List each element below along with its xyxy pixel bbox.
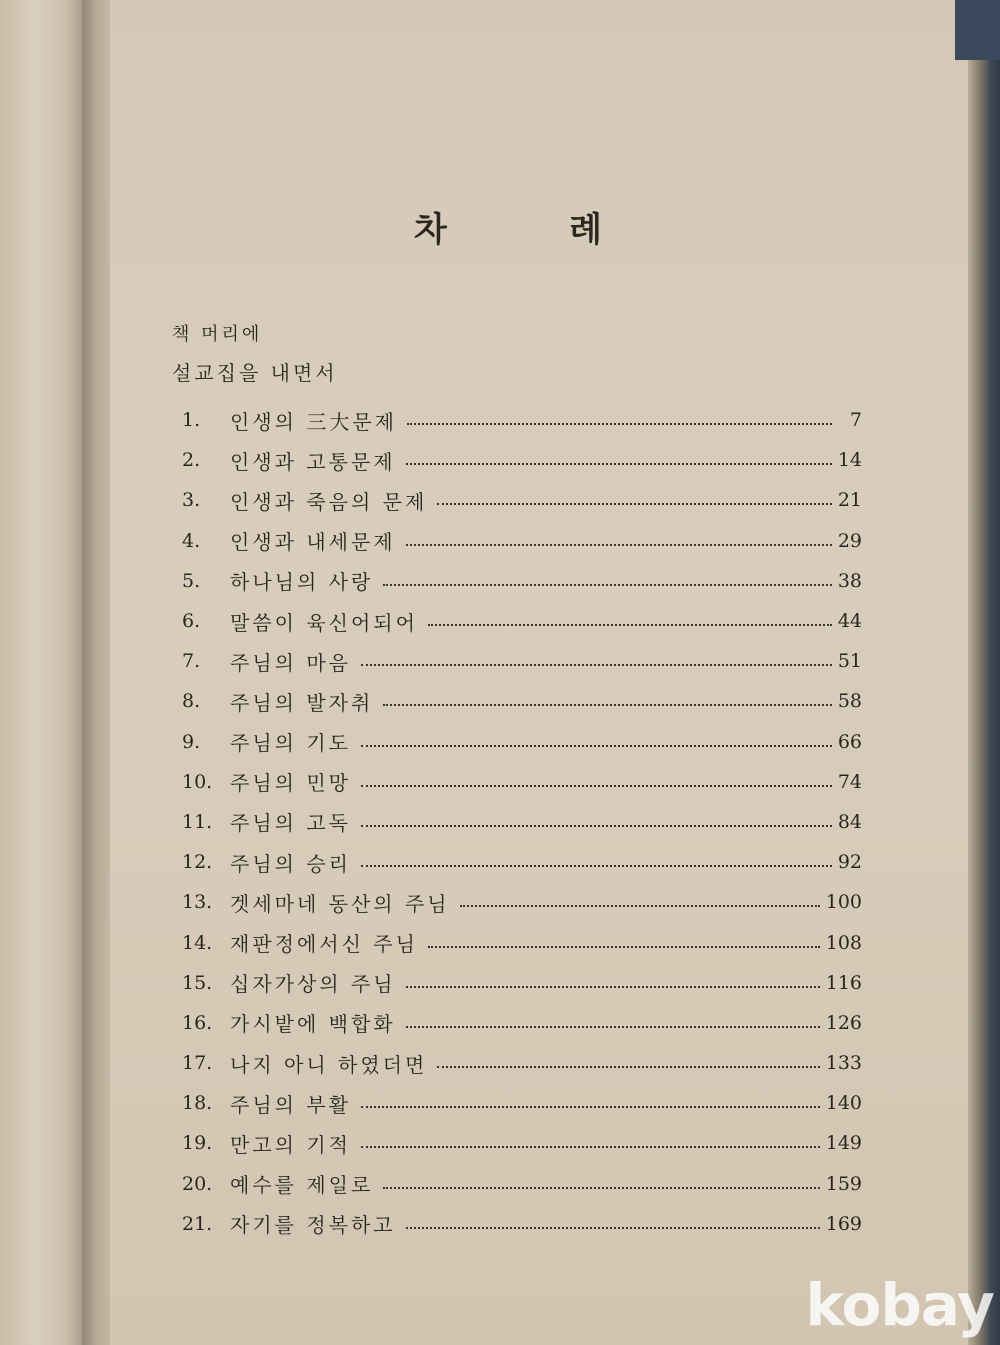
- toc-number: 12.: [182, 851, 213, 874]
- preface-item: 책 머리에: [172, 324, 263, 345]
- toc-number: 11.: [182, 810, 213, 833]
- toc-title: 주님의 마음: [230, 650, 351, 675]
- toc-row: [182, 963, 862, 1003]
- toc-row: [182, 1043, 862, 1083]
- toc-page: 92: [837, 851, 862, 874]
- toc-title: 주님의 승리: [230, 851, 351, 876]
- toc-number: 16.: [182, 1011, 213, 1034]
- toc-leader: [361, 785, 832, 787]
- toc-title: 인생과 고통문제: [230, 449, 396, 474]
- toc-page: 159: [825, 1172, 862, 1195]
- toc-page: 84: [837, 810, 862, 833]
- toc-leader: [383, 1187, 819, 1189]
- toc-title: 나지 아니 하였더면: [230, 1052, 428, 1077]
- toc-title: 겟세마네 동산의 주님: [230, 891, 450, 916]
- toc-title: 주님의 부활: [230, 1092, 351, 1117]
- toc-number: 19.: [182, 1132, 213, 1155]
- page-title-char-1: 차: [414, 210, 449, 250]
- toc-leader: [407, 423, 832, 425]
- toc-leader: [361, 1146, 820, 1148]
- toc-leader: [428, 946, 820, 948]
- toc-leader: [460, 905, 820, 907]
- toc-row: [182, 641, 862, 681]
- toc-title: 인생의 三大문제: [230, 409, 397, 434]
- toc-page: 116: [825, 971, 862, 994]
- toc-leader: [383, 704, 832, 706]
- toc-number: 21.: [182, 1212, 213, 1235]
- toc-row: [182, 1204, 862, 1244]
- toc-leader: [361, 664, 832, 666]
- page-title: [414, 202, 604, 251]
- toc-row: [182, 1123, 862, 1163]
- toc-leader: [406, 463, 832, 465]
- toc-number: 15.: [182, 971, 213, 994]
- toc-number: 20.: [182, 1172, 213, 1195]
- toc-page: 126: [825, 1011, 862, 1034]
- toc-row: [182, 882, 862, 922]
- toc-number: 3.: [182, 489, 201, 512]
- toc-leader: [361, 865, 832, 867]
- toc-leader: [406, 986, 820, 988]
- toc-page: 133: [825, 1052, 862, 1075]
- toc-page: 38: [837, 569, 862, 592]
- toc-number: 7.: [182, 650, 201, 673]
- toc-page: 44: [837, 610, 862, 633]
- toc-leader: [361, 825, 832, 827]
- toc-row: [182, 440, 862, 480]
- toc-leader: [361, 1106, 820, 1108]
- toc-number: 4.: [182, 529, 201, 552]
- toc-page: 58: [837, 690, 862, 713]
- toc-title: 하나님의 사랑: [230, 570, 374, 595]
- toc-number: 17.: [182, 1052, 213, 1075]
- toc-page: 14: [837, 449, 862, 472]
- toc-row: [182, 400, 862, 440]
- toc-title: 재판정에서신 주님: [230, 932, 418, 957]
- toc-number: 10.: [182, 770, 213, 793]
- toc-title: 주님의 발자취: [230, 690, 374, 715]
- toc-leader: [437, 503, 832, 505]
- toc-leader: [383, 584, 832, 586]
- toc-title: 자기를 정복하고: [230, 1213, 396, 1238]
- table-of-contents: [182, 400, 862, 1244]
- toc-title: 말씀이 육신어되어: [230, 610, 418, 635]
- toc-page: 140: [825, 1092, 862, 1115]
- toc-leader: [406, 1227, 820, 1229]
- toc-row: [182, 802, 862, 842]
- cover-corner: [955, 0, 1000, 60]
- toc-row: [182, 601, 862, 641]
- toc-title: 주님의 고독: [230, 811, 351, 836]
- toc-row: [182, 922, 862, 962]
- toc-title: 인생과 내세문제: [230, 530, 396, 555]
- toc-title: 인생과 죽음의 문제: [230, 489, 428, 514]
- toc-page: 21: [837, 489, 862, 512]
- toc-page: 169: [825, 1212, 862, 1235]
- toc-title: 예수를 제일로: [230, 1173, 374, 1198]
- toc-row: [182, 1083, 862, 1123]
- toc-row: [182, 480, 862, 520]
- toc-number: 13.: [182, 891, 213, 914]
- toc-row: [182, 681, 862, 721]
- toc-leader: [428, 624, 832, 626]
- toc-title: 가시밭에 백합화: [230, 1012, 396, 1037]
- toc-row: [182, 722, 862, 762]
- preface-item: 설교집을 내면서: [172, 361, 338, 385]
- toc-page: 100: [825, 891, 862, 914]
- toc-row: [182, 842, 862, 882]
- toc-leader: [437, 1066, 819, 1068]
- toc-number: 14.: [182, 931, 213, 954]
- toc-row: [182, 521, 862, 561]
- toc-row: [182, 1003, 862, 1043]
- toc-row: [182, 1164, 862, 1204]
- toc-number: 1.: [182, 409, 201, 432]
- toc-title: 주님의 민망: [230, 771, 351, 796]
- toc-number: 9.: [182, 730, 201, 753]
- page-title-char-2: 례: [569, 210, 604, 250]
- toc-number: 6.: [182, 610, 201, 633]
- toc-leader: [406, 544, 832, 546]
- toc-page: 29: [837, 529, 862, 552]
- toc-number: 5.: [182, 569, 201, 592]
- page-edge: [968, 0, 1000, 1345]
- toc-leader: [406, 1026, 820, 1028]
- toc-number: 2.: [182, 449, 201, 472]
- toc-row: [182, 762, 862, 802]
- toc-page: 108: [825, 931, 862, 954]
- toc-number: 18.: [182, 1092, 213, 1115]
- toc-page: 7: [849, 409, 862, 432]
- toc-title: 만고의 기적: [230, 1132, 351, 1157]
- watermark-logo: kobay: [805, 1271, 994, 1339]
- toc-page: 149: [825, 1132, 862, 1155]
- toc-row: [182, 561, 862, 601]
- toc-title: 십자가상의 주님: [230, 972, 396, 997]
- left-page: [0, 0, 88, 1345]
- toc-page: 51: [837, 650, 862, 673]
- toc-number: 8.: [182, 690, 201, 713]
- toc-page: 74: [837, 770, 862, 793]
- toc-title: 주님의 기도: [230, 731, 351, 756]
- toc-leader: [361, 745, 832, 747]
- toc-page: 66: [837, 730, 862, 753]
